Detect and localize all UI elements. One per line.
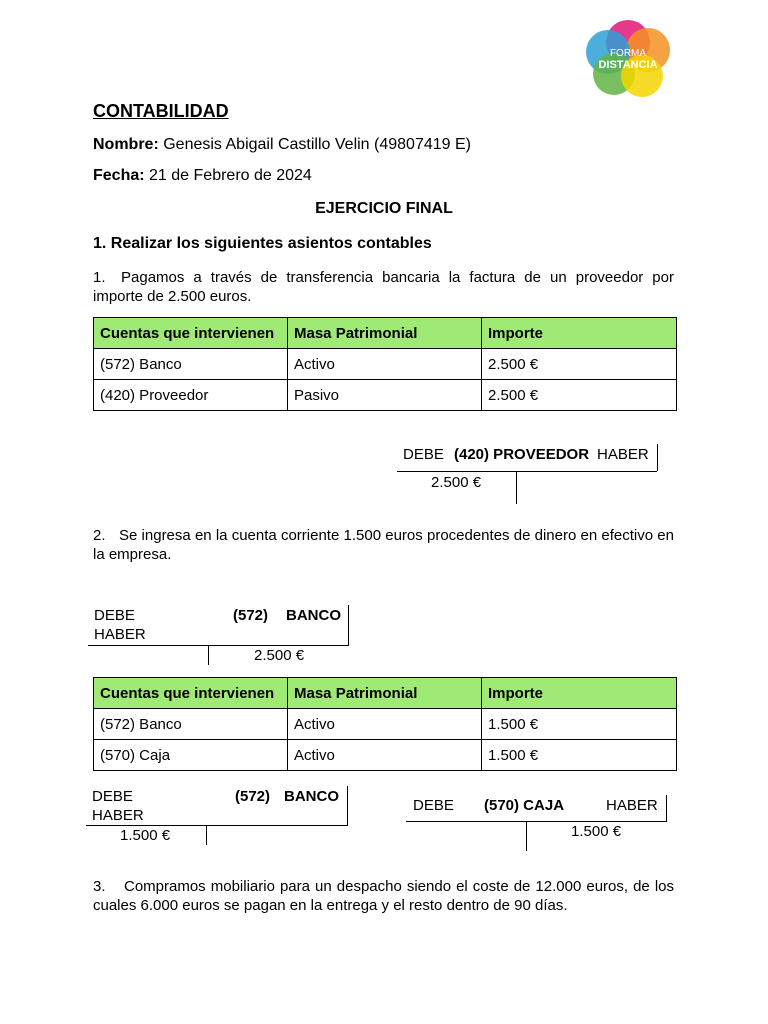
- name-line: [93, 135, 471, 154]
- t-banco1-code: (572): [233, 607, 269, 624]
- header-importe: Importe: [482, 678, 677, 709]
- name-value: Genesis Abigail Castillo Velin (49807419 E): [163, 136, 471, 153]
- t-banco1-debe: DEBE: [94, 607, 135, 624]
- item-1-text: Pagamos a través de transferencia bancaria la factura de un proveedor por importe de 2.500 euros.: [93, 269, 674, 305]
- t-banco2-code: (572): [235, 788, 271, 805]
- date-line: [93, 166, 312, 185]
- header-cuentas: Cuentas que intervienen: [94, 318, 288, 349]
- t-banco1-vertical: [208, 645, 209, 665]
- t-proveedor-right-edge: [657, 444, 658, 471]
- t-banco2-vertical: [206, 825, 207, 845]
- item-2: [93, 526, 674, 564]
- t-caja-debe: DEBE: [413, 797, 454, 814]
- cell-cuenta: (572) Banco: [94, 709, 288, 740]
- cell-masa: Activo: [288, 740, 482, 771]
- table-header-row: [94, 318, 677, 349]
- name-label: Nombre:: [93, 136, 159, 153]
- t-proveedor-vertical: [516, 471, 517, 504]
- logo-text-forma: FORMA: [609, 48, 647, 59]
- item-1-number: 1.: [93, 269, 106, 286]
- date-label: Fecha:: [93, 167, 145, 184]
- t-banco1-haber: HABER: [94, 626, 146, 643]
- t-caja-haber-value: 1.500 €: [571, 823, 622, 840]
- header-cuentas: Cuentas que intervienen: [94, 678, 288, 709]
- t-proveedor-horizontal: [397, 471, 657, 472]
- t-proveedor-debe-value: 2.500 €: [431, 474, 482, 491]
- item-2-number: 2.: [93, 527, 106, 544]
- t-caja-right-edge: [666, 795, 667, 821]
- t-banco2-name: BANCO: [284, 788, 339, 805]
- t-banco2-right-edge: [347, 786, 348, 826]
- forma-distancia-logo: [584, 18, 674, 100]
- header-masa: Masa Patrimonial: [288, 678, 482, 709]
- cell-importe: 1.500 €: [482, 740, 677, 771]
- table-row: [94, 740, 677, 771]
- cell-importe: 2.500 €: [482, 349, 677, 380]
- table-row: [94, 349, 677, 380]
- section-title: 1. Realizar los siguientes asientos contables: [93, 235, 432, 252]
- t-proveedor-debe: DEBE: [403, 446, 444, 463]
- t-banco1-name: BANCO: [286, 607, 341, 624]
- cell-cuenta: (570) Caja: [94, 740, 288, 771]
- t-proveedor-name: (420) PROVEEDOR: [454, 446, 590, 463]
- t-banco2-haber: HABER: [92, 807, 144, 824]
- accounts-table-2: [93, 677, 677, 771]
- cell-masa: Pasivo: [288, 380, 482, 411]
- cell-importe: 1.500 €: [482, 709, 677, 740]
- table-row: [94, 380, 677, 411]
- t-caja-horizontal: [406, 821, 667, 822]
- t-banco1-horizontal: [88, 645, 349, 646]
- item-2-text: Se ingresa en la cuenta corriente 1.500 euros procedentes de dinero en efectivo en la empresa.: [93, 527, 674, 563]
- item-3: [93, 877, 674, 915]
- table-header-row: [94, 678, 677, 709]
- exercise-title: EJERCICIO FINAL: [315, 200, 453, 217]
- t-banco2-debe: DEBE: [92, 788, 133, 805]
- t-banco1-haber-value: 2.500 €: [254, 647, 305, 664]
- logo-text-distancia: DISTANCIA: [598, 59, 658, 71]
- item-1: [93, 268, 674, 306]
- document-title: CONTABILIDAD: [93, 101, 229, 121]
- t-banco1-right-edge: [348, 605, 349, 645]
- t-caja-haber: HABER: [606, 797, 658, 814]
- cell-cuenta: (572) Banco: [94, 349, 288, 380]
- t-proveedor-haber: HABER: [597, 446, 649, 463]
- t-caja-vertical: [526, 821, 527, 851]
- accounts-table-1: [93, 317, 677, 411]
- header-masa: Masa Patrimonial: [288, 318, 482, 349]
- cell-cuenta: (420) Proveedor: [94, 380, 288, 411]
- item-3-number: 3.: [93, 878, 106, 895]
- item-3-text: Compramos mobiliario para un despacho siendo el coste de 12.000 euros, de los cuales 6.000 euros se pagan en la entrega y el resto dentro de 90 días.: [93, 878, 674, 914]
- header-importe: Importe: [482, 318, 677, 349]
- t-banco2-debe-value: 1.500 €: [120, 827, 171, 844]
- cell-masa: Activo: [288, 349, 482, 380]
- date-value: 21 de Febrero de 2024: [149, 167, 312, 184]
- t-caja-name: (570) CAJA: [484, 797, 565, 814]
- cell-masa: Activo: [288, 709, 482, 740]
- cell-importe: 2.500 €: [482, 380, 677, 411]
- table-row: [94, 709, 677, 740]
